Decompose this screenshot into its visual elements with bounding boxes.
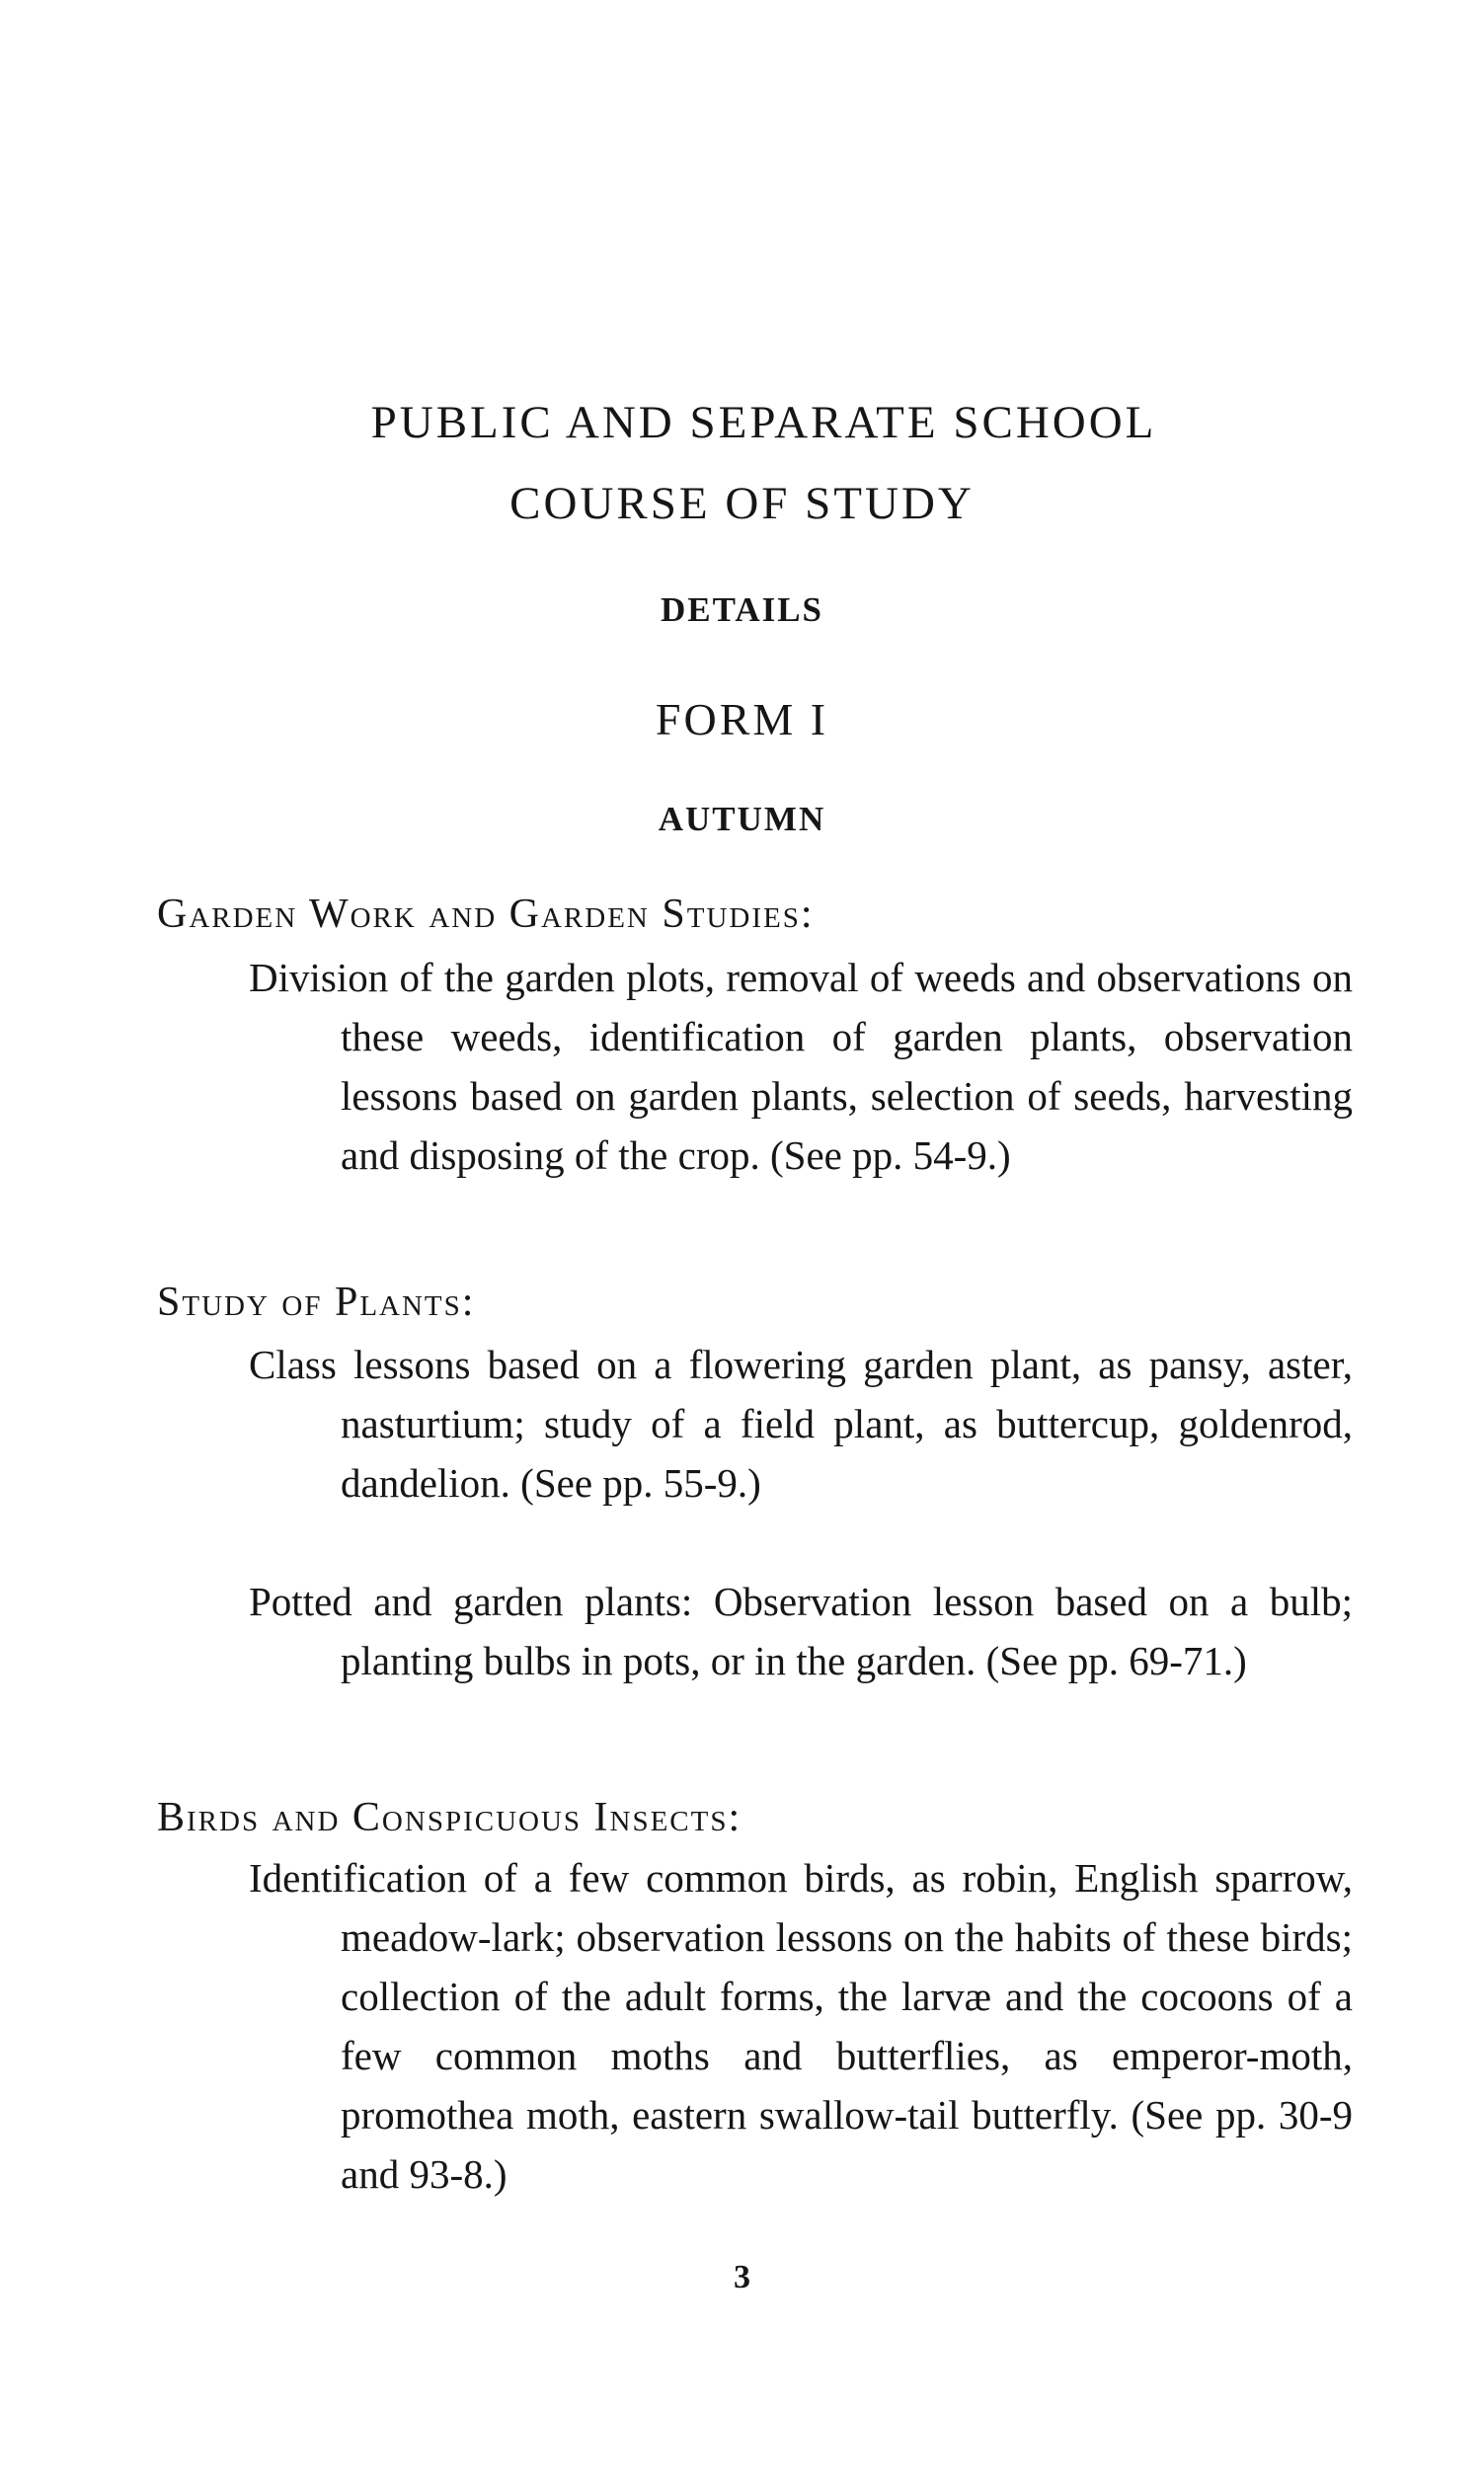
paragraph-potted-plants: Potted and garden plants: Observation lesson based on a bulb; planting bulbs in pots, or in the garden. (See pp. 69-71.): [249, 1579, 1353, 1683]
paragraph-birds-insects: Identification of a few common birds, as robin, English sparrow, meadow-lark; observation lessons on the habits of these birds; collection of the adult forms, the larvæ and the cocoons of a few common moths and butterflies, as emperor-moth, promothea moth, eastern swallow-tail butterfly. (See pp. 30-9 and 93-8.): [249, 1855, 1353, 2197]
details-heading: DETAILS: [660, 590, 824, 629]
paragraph-flowering-plant: Class lessons based on a flowering garden plant, as pansy, aster, nasturtium; study of a field plant, as buttercup, goldenrod, dandelion. (See pp. 55-9.): [249, 1342, 1353, 1506]
season-heading: AUTUMN: [658, 800, 826, 838]
section-heading-birds-insects: Birds and Conspicuous Insects:: [157, 1795, 742, 1840]
section-heading-study-of-plants: Study of Plants:: [157, 1280, 476, 1325]
document-title-line-1: PUBLIC AND SEPARATE SCHOOL: [370, 397, 1157, 448]
page-number: 3: [734, 2259, 750, 2295]
form-heading: FORM I: [655, 694, 829, 744]
document-title-line-2: COURSE OF STUDY: [509, 478, 975, 529]
section-heading-garden-work: Garden Work and Garden Studies:: [157, 892, 815, 937]
paragraph-garden-work: Division of the garden plots, removal of weeds and observations on these weeds, identification of garden plants, observation lessons based on garden plants, selection of seeds, harvesting and disposing of the crop. (See pp. 54-9.): [249, 955, 1353, 1178]
